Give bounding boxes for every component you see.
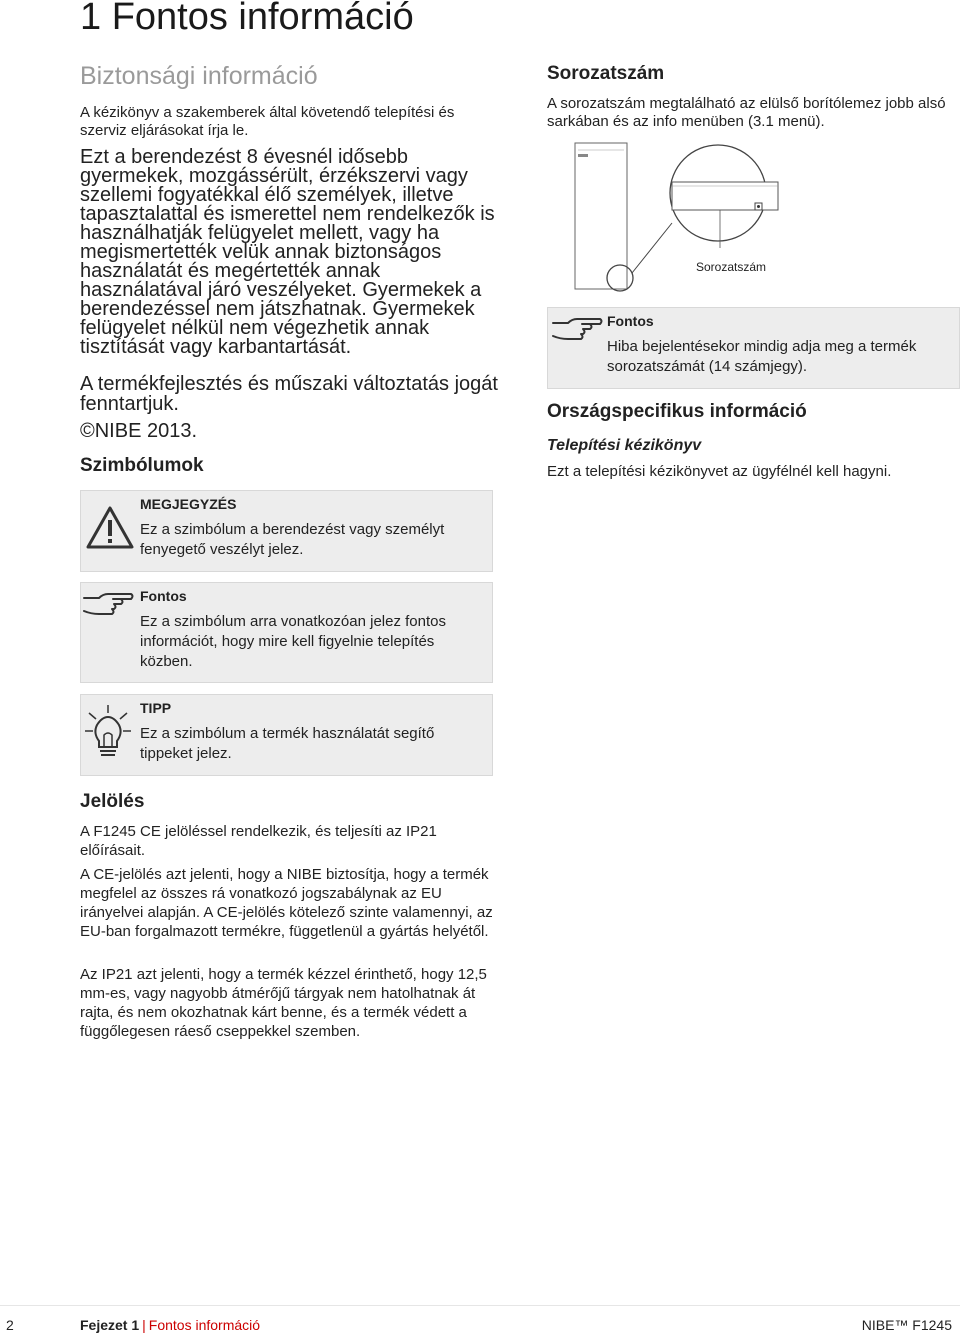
symbol-label: MEGJEGYZÉS xyxy=(140,496,237,512)
footer-chapter-label: Fejezet 1 xyxy=(80,1317,140,1333)
footer-chapter xyxy=(80,1317,260,1333)
marking-paragraph-1: A F1245 CE jelöléssel rendelkezik, és teljesíti az IP21 előírásait. xyxy=(80,823,437,859)
install-manual-text: Ezt a telepítési kézikönyvet az ügyfélnél kell hagyni. xyxy=(547,463,892,480)
marking-heading: Jelölés xyxy=(80,791,145,812)
marking-paragraph-2: A CE-jelölés azt jelenti, hogy a NIBE biztosítja, hogy a termék megfelel az összes rá vonatkozó jogszabálynak az EU irányelvei alapján. A CE-jelölés kötelező szinte valamennyi, az EU-ban forgalmazott termékre, függetlenül a gyártás helyétől. xyxy=(80,866,493,940)
symbol-label: Fontos xyxy=(140,588,187,604)
symbols-heading: Szimbólumok xyxy=(80,455,204,476)
serial-note-text: Hiba bejelentésekor mindig adja meg a termék sorozatszámát (14 számjegy). xyxy=(607,338,917,375)
serial-note-box xyxy=(547,307,960,389)
warning-paragraph: Ezt a berendezést 8 évesnél idősebb gyermekek, mozgássérült, érzékszervi vagy szellemi fogyatékkal élő személyek, illetve tapasztalattal és ismerettel nem rendelkezők is használhatják felügyelet mellett, vagy ha megismertették velük annak biztonságos használatát és megértették annak használatával járó veszélyeket. Gyermekek a berendezéssel nem játszhatnak. Gyermekek felügyelet nélkül nem végezhetik annak tisztítását vagy karbantartását. xyxy=(80,146,495,358)
rights-text: A termékfejlesztés és műszaki változtatás jogát fenntartjuk. xyxy=(80,373,498,415)
footer-section: Fontos információ xyxy=(148,1317,261,1333)
light-bulb-icon xyxy=(83,703,133,763)
serial-heading: Sorozatszám xyxy=(547,63,665,84)
install-manual-heading: Telepítési kézikönyv xyxy=(547,437,702,454)
footer-page-number: 2 xyxy=(6,1317,14,1333)
footer-divider xyxy=(0,1305,960,1306)
page-title: 1 Fontos információ xyxy=(80,0,414,38)
copyright-text: ©NIBE 2013. xyxy=(80,420,198,442)
symbol-text: Ez a szimbólum arra vonatkozóan jelez fontos információt, hogy mire kell figyelnie telepítés közben. xyxy=(140,613,446,670)
serial-figure-label: Sorozatszám xyxy=(696,260,767,274)
footer-product: NIBE™ F1245 xyxy=(861,1317,952,1333)
symbol-text: Ez a szimbólum a termék használatát segítő tippeket jelez. xyxy=(140,725,435,762)
safety-heading: Biztonsági információ xyxy=(80,62,318,90)
pointing-hand-icon xyxy=(550,314,604,344)
footer-separator: | xyxy=(142,1317,146,1333)
serial-note-label: Fontos xyxy=(607,313,654,329)
symbol-box-tip xyxy=(80,694,493,776)
warning-triangle-icon xyxy=(85,505,135,551)
symbol-label: TIPP xyxy=(140,700,172,716)
symbol-box-warning xyxy=(80,490,493,572)
serial-text: A sorozatszám megtalálható az elülső borítólemez jobb alsó sarkában és az info menüben (3.1 menü). xyxy=(547,95,946,130)
symbol-text: Ez a szimbólum a berendezést vagy személyt fenyegető veszélyt jelez. xyxy=(140,521,445,558)
serial-figure xyxy=(560,138,800,292)
country-heading: Országspecifikus információ xyxy=(547,401,807,422)
marking-paragraph-3: Az IP21 azt jelenti, hogy a termék kézzel érinthető, hogy 12,5 mm-es, vagy nagyobb átmérőjű tárgyak nem hatolhatnak át rajta, és nem okozhatnak kárt benne, és a termék védett a függőlegesen ráeső cseppekkel szemben. xyxy=(80,966,487,1040)
pointing-hand-icon xyxy=(81,589,135,619)
safety-intro: A kézikönyv a szakemberek által követendő telepítési és szerviz eljárásokat írja le. xyxy=(80,104,455,139)
symbol-box-important xyxy=(80,582,493,683)
